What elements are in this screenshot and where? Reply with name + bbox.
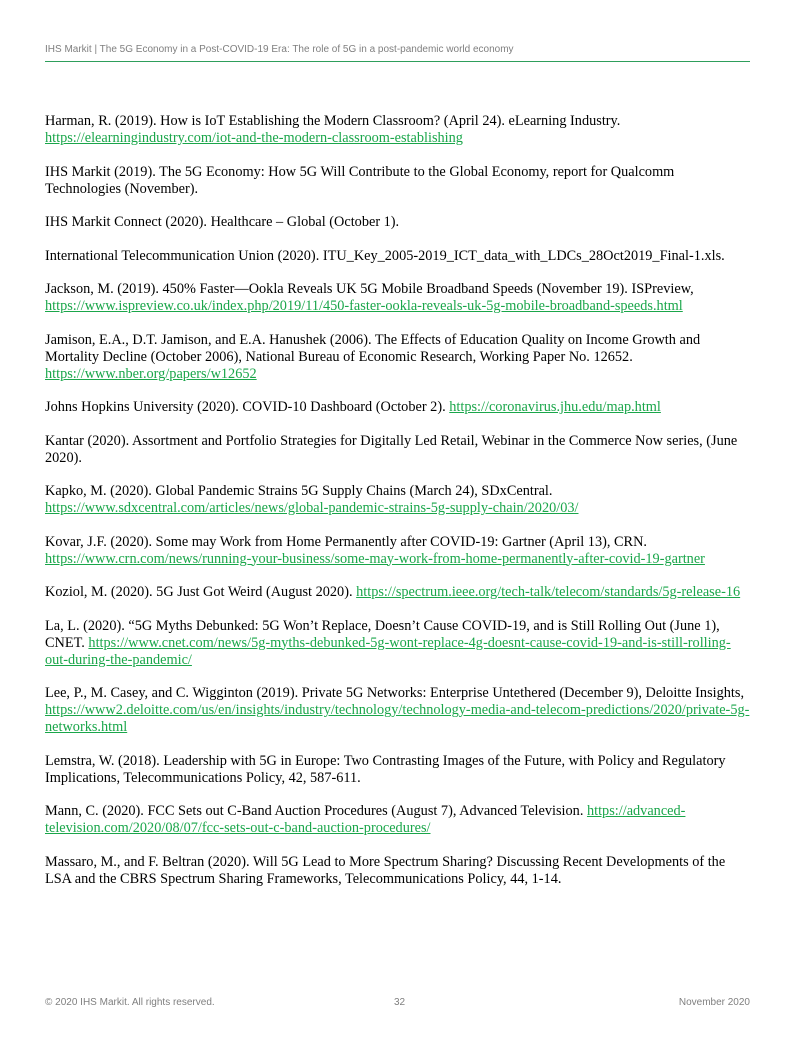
reference-entry xyxy=(45,332,750,383)
reference-text: Lemstra, W. (2018). Leadership with 5G in Europe: Two Contrasting Images of the Future, with Policy and Regulatory Implications, Telecommunications Policy, 42, 587-611. xyxy=(45,752,726,786)
reference-text: Kapko, M. (2020). Global Pandemic Strains 5G Supply Chains (March 24), SDxCentral. xyxy=(45,483,553,499)
copyright-notice: © 2020 IHS Markit. All rights reserved. xyxy=(45,997,215,1008)
reference-link[interactable]: https://www2.deloitte.com/us/en/insights/industry/technology/technology-media-and-telecom-predictions/2020/private-5g-networks.html xyxy=(45,702,750,735)
reference-link[interactable]: https://www.nber.org/papers/w12652 xyxy=(45,365,257,382)
reference-entry xyxy=(45,803,750,837)
reference-link[interactable]: https://www.sdxcentral.com/articles/news/global-pandemic-strains-5g-supply-chain/2020/03/ xyxy=(45,500,579,516)
reference-entry xyxy=(45,214,750,231)
reference-entry xyxy=(45,248,750,265)
reference-text: Johns Hopkins University (2020). COVID-10 Dashboard (October 2). xyxy=(45,399,450,415)
reference-list xyxy=(45,113,750,904)
reference-text: Mann, C. (2020). FCC Sets out C-Band Auction Procedures (August 7), Advanced Television. xyxy=(45,803,587,819)
reference-text: Lee, P., M. Casey, and C. Wigginton (2019). Private 5G Networks: Enterprise Untethered (December 9), Deloitte Insights, xyxy=(45,685,745,701)
reference-link[interactable]: https://elearningindustry.com/iot-and-the-modern-classroom-establishing xyxy=(45,130,463,146)
reference-entry xyxy=(45,399,750,416)
publication-date: November 2020 xyxy=(678,997,750,1008)
reference-text: IHS Markit (2019). The 5G Economy: How 5G Will Contribute to the Global Economy, report for Qualcomm Technologies (November). xyxy=(45,163,675,197)
reference-link[interactable]: https://www.cnet.com/news/5g-myths-debunked-5g-wont-replace-4g-doesnt-cause-covid-19-and-is-still-rolling-out-during-the-pandemic/ xyxy=(45,634,731,668)
reference-entry xyxy=(45,164,750,198)
running-header: IHS Markit | The 5G Economy in a Post-COVID-19 Era: The role of 5G in a post-pandemic world economy xyxy=(45,44,514,55)
reference-text: Kantar (2020). Assortment and Portfolio Strategies for Digitally Led Retail, Webinar in the Commerce Now series, (June 2020). xyxy=(45,432,738,466)
reference-entry xyxy=(45,483,750,517)
reference-text: IHS Markit Connect (2020). Healthcare – Global (October 1). xyxy=(45,214,400,230)
reference-entry xyxy=(45,534,750,568)
reference-text: International Telecommunication Union (2020). ITU_Key_2005-2019_ICT_data_with_LDCs_28Oct2019_Final-1.xls. xyxy=(45,247,725,264)
reference-text: Koziol, M. (2020). 5G Just Got Weird (August 2020). xyxy=(45,584,357,600)
reference-link[interactable]: https://advanced-television.com/2020/08/07/fcc-sets-out-c-band-auction-procedures/ xyxy=(45,803,686,836)
reference-text: Jackson, M. (2019). 450% Faster—Ookla Reveals UK 5G Mobile Broadband Speeds (November 19). ISPreview, xyxy=(45,281,694,297)
reference-link[interactable]: https://spectrum.ieee.org/tech-talk/telecom/standards/5g-release-16 xyxy=(356,584,741,600)
header-divider xyxy=(45,61,750,62)
reference-entry xyxy=(45,113,750,147)
reference-entry xyxy=(45,584,750,601)
reference-link[interactable]: https://www.crn.com/news/running-your-business/some-may-work-from-home-permanently-after-covid-19-gartner xyxy=(45,550,705,567)
reference-entry xyxy=(45,281,750,315)
reference-entry xyxy=(45,753,750,787)
reference-link[interactable]: https://www.ispreview.co.uk/index.php/2019/11/450-faster-ookla-reveals-uk-5g-mobile-broadband-speeds.html xyxy=(45,298,683,314)
page-number: 32 xyxy=(394,997,406,1008)
reference-entry xyxy=(45,618,750,669)
reference-text: Jamison, E.A., D.T. Jamison, and E.A. Hanushek (2006). The Effects of Education Quality on Income Growth and Mortality Decline (October 2006), National Bureau of Economic Research, Working Paper No. 12652. xyxy=(45,331,701,365)
reference-entry xyxy=(45,854,750,888)
reference-text: Massaro, M., and F. Beltran (2020). Will 5G Lead to More Spectrum Sharing? Discussing Recent Developments of the LSA and the CBRS Spectrum Sharing Frameworks, Telecommunications Policy, 44, 1-14. xyxy=(45,853,726,887)
reference-text: La, L. (2020). “5G Myths Debunked: 5G Won’t Replace, Doesn’t Cause COVID-19, and is Still Rolling Out (June 1), CNET. xyxy=(45,617,720,651)
reference-link[interactable]: https://coronavirus.jhu.edu/map.html xyxy=(449,399,661,415)
page-footer xyxy=(45,997,750,1011)
reference-entry xyxy=(45,433,750,467)
reference-text: Harman, R. (2019). How is IoT Establishing the Modern Classroom? (April 24). eLearning Industry. xyxy=(45,113,621,129)
reference-text: Kovar, J.F. (2020). Some may Work from Home Permanently after COVID-19: Gartner (April 13), CRN. xyxy=(45,533,647,550)
reference-entry xyxy=(45,685,750,736)
